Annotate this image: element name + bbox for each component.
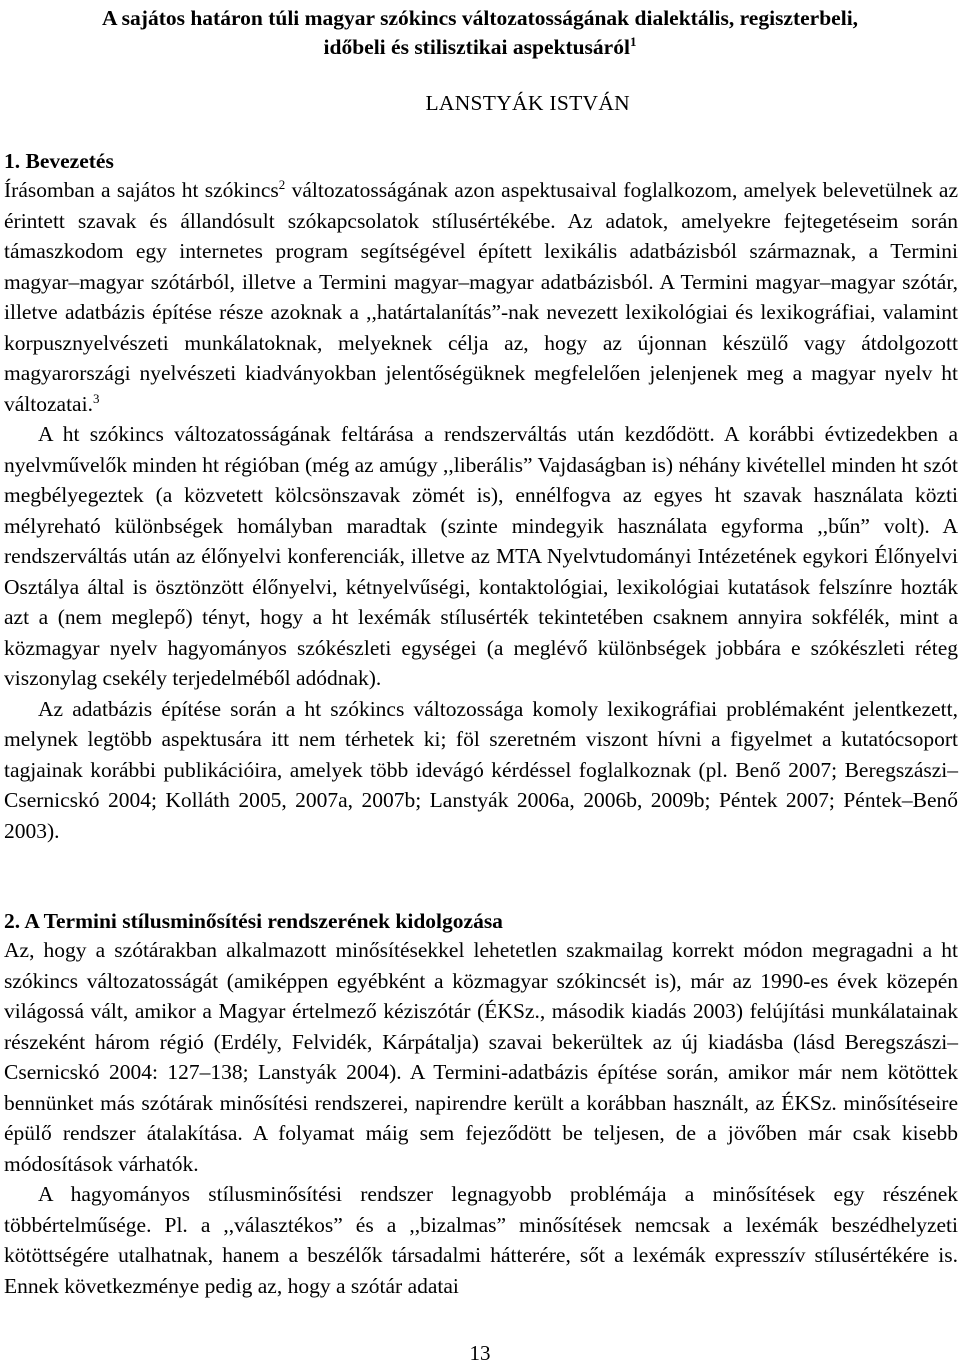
title-line-1: A sajátos határon túli magyar szókincs változatosságának dialektális, regiszterbeli, bbox=[101, 6, 859, 30]
paragraph-1-start: Írásomban a sajátos ht szókincs bbox=[4, 178, 279, 202]
paper-title bbox=[40, 4, 920, 62]
section-1-paragraph-1 bbox=[4, 175, 958, 419]
section-1-body bbox=[4, 175, 958, 846]
section-2-paragraph-2: A hagyományos stílusminősítési rendszer legnagyobb problémája a minősítések egy részének többértelműsége. Pl. a ,,választékos” és a ,,bizalmas” minősítések nemcsak a lexémák beszédhelyzeti kötöttségére utalhatnak, hanem a beszélők társadalmi hátterére, sőt a lexémák expresszív stílusértékére is. Ennek következménye pedig az, hogy a szótár adatai bbox=[4, 1182, 958, 1298]
section-2-paragraph-1: Az, hogy a szótárakban alkalmazott minősítésekkel lehetetlen szakmailag korrekt módon megragadni a ht szókincs változatosságát (amiképpen egyébként a közmagyar szókincsét is), már az 1990-es évek közepén világossá vált, amikor a Magyar értelmező kéziszótár (ÉKSz., második kiadás 2003) felújítási munkálatainak részeként három régió (Erdély, Felvidék, Kárpátalja) szavai bekerültek az új kiadásba (lásd Beregszászi–Csernicskó 2004: 127–138; Lanstyák 2004). A Termini-adatbázis építése során, amikor már nem kötöttek bennünket más szótárak minősítési rendszerei, napirendre került a korábban használt, az ÉKSz. minősítéseire épülő rendszer átalakítása. A folyamat máig sem fejeződött be teljesen, de a jövőben már csak kisebb módosítások várhatók. bbox=[4, 938, 958, 1176]
paragraph-1-rest: változatosságának azon aspektusaival foglalkozom, amelyek belevetülnek az érintett szavak és állandósult szókapcsolatok stílusértékébe. Az adatok, amelyekre fejtegetéseim során támaszkodom egy internetes program segítségével épített lexikális adatbázisból származnak, a Termini magyar–magyar szótárból, illetve a Termini magyar–magyar adatbázisból. A Termini magyar–magyar szótár, illetve adatbázis építése része azoknak a ,,határtalanítás”-nak nevezett lexikológiai és lexikográfiai, valamint korpusznyelvészeti munkálatoknak, melyeknek célja az, hogy az újonnan készülő vagy átdolgozott magyarországi nyelvészeti kiadványokban jelentőségüknek megfelelően jelenjenek meg a magyar nyelv ht változatai. bbox=[4, 178, 958, 416]
page-number: 13 bbox=[469, 1341, 491, 1365]
section-1-paragraph-3: Az adatbázis építése során a ht szókincs változossága komoly lexikográfiai problémaként jelentkezett, melynek legtöbb aspektusára itt nem térhetek ki; föl szeretném viszont hívni a figyelmet a kutatócsoport tagjainak korábbi publikációira, amelyek több idevágó kérdéssel foglalkoznak (pl. Benő 2007; Beregszászi–Csernicskó 2004; Kolláth 2005, 2007a, 2007b; Lanstyák 2006a, 2006b, 2009b; Péntek 2007; Péntek–Benő 2003). bbox=[4, 696, 958, 843]
section-2-body bbox=[4, 935, 958, 1301]
title-line-2-text: időbeli és stilisztikai aspektusáról bbox=[323, 35, 630, 59]
footnote-ref-2[interactable]: 2 bbox=[278, 176, 286, 192]
section-1-heading: 1. Bevezetés bbox=[4, 149, 114, 173]
footnote-ref-3[interactable]: 3 bbox=[92, 390, 100, 406]
section-1-paragraph-2: A ht szókincs változatosságának feltárása a rendszerváltás után kezdődött. A korábbi évtizedekben a nyelvművelők minden ht régióban (még az amúgy ,,liberális” Vajdaságban is) néhány kivétellel minden ht szót megbélyegeztek (a közvetett kölcsönszavak zömét is), ennélfogva az egyes ht szavak használata közti mélyreható különbségek homályban maradtak (szinte mindegyik használata egyforma ,,bűn” volt). A rendszerváltás után az élőnyelvi konferenciák, illetve az MTA Nyelvtudományi Intézetének egykori Élőnyelvi Osztálya által is ösztönzött élőnyelvi, kétnyelvűségi, kontaktológiai, lexikológiai kutatások felszínre hozták azt a (nem meglepő) tényt, hogy a ht lexémák stílusérték tekintetében csaknem annyira sokfélék, mint a közmagyar nyelv hagyományos szókészleti egységei (a meglévő különbségek jobbára e szókészleti réteg viszonylag csekély terjedelméből adódnak). bbox=[4, 422, 958, 690]
title-line-2 bbox=[40, 33, 920, 62]
author-name: LANSTYÁK ISTVÁN bbox=[425, 91, 630, 115]
section-2-heading: 2. A Termini stílusminősítési rendszerének kidolgozása bbox=[4, 909, 503, 933]
footnote-ref-1[interactable]: 1 bbox=[629, 33, 637, 49]
